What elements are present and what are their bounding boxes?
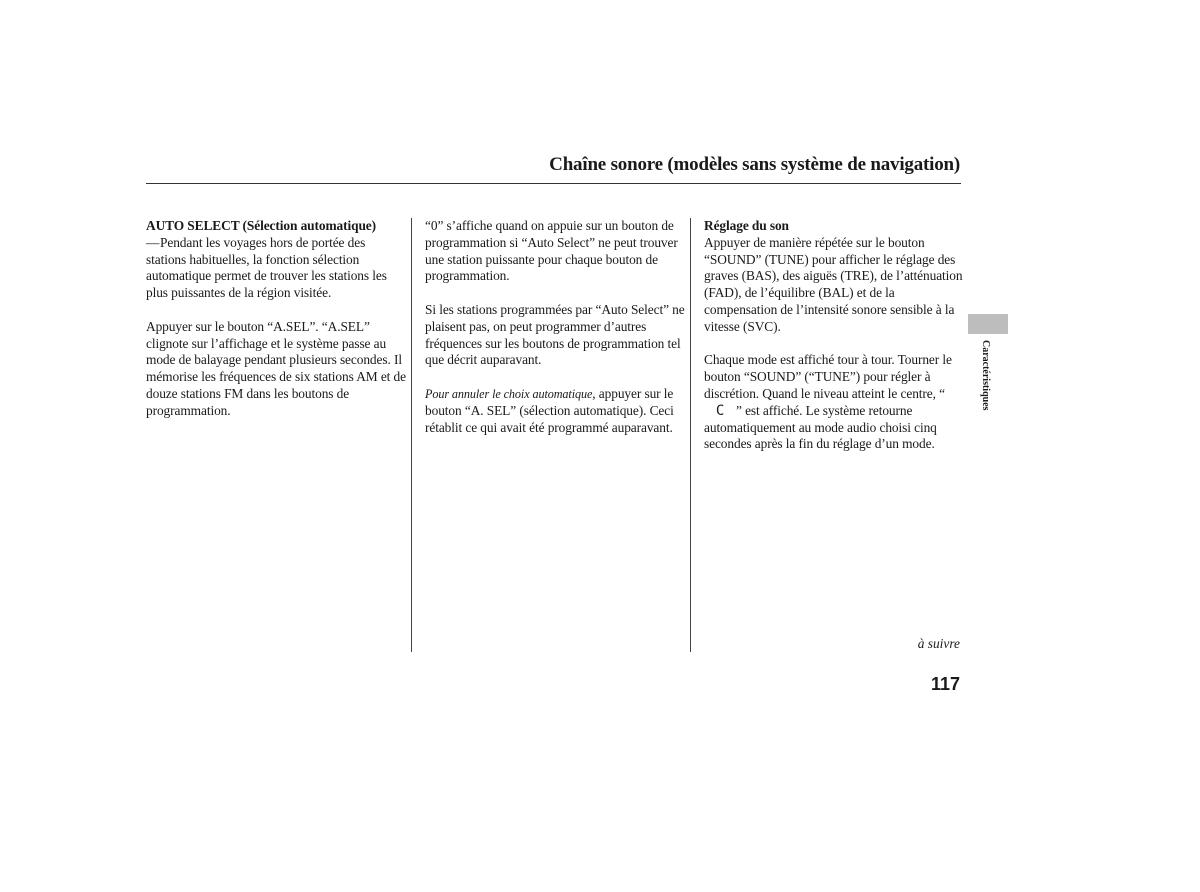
cancel-lead-in: Pour annuler le choix automatique: [425, 386, 593, 401]
dash-symbol: —: [146, 234, 160, 250]
sound-adjust-heading: Réglage du son: [704, 218, 789, 233]
sound-level-paragraph: [704, 352, 966, 453]
column-divider-1: [411, 218, 412, 652]
sound-level-text-after: ” est affiché. Le système retourne automatiquement au mode audio choisi cinq secondes après la fin du réglage d’un mode.: [704, 402, 937, 452]
auto-select-intro-paragraph: [146, 235, 408, 302]
auto-select-instructions-paragraph: Appuyer sur le bouton “A.SEL”. “A.SEL” clignote sur l’affichage et le système passe au mode de balayage pendant plusieurs secondes. Il mémorise les fréquences de six stations AM et de douze stations FM dans les boutons de programmation.: [146, 318, 406, 418]
column-middle: [425, 218, 687, 453]
sound-level-text-before: Chaque mode est affiché tour à tour. Tourner le bouton “SOUND” (“TUNE”) pour régler à discrétion. Quand le niveau atteint le centre, “: [704, 352, 952, 401]
section-tab-marker: [968, 314, 1008, 334]
center-symbol-icon: C: [715, 402, 725, 419]
auto-select-intro-text: Pendant les voyages hors de portée des stations habituelles, la fonction sélection automatique permet de trouver les stations les plus puissantes de la région visitée.: [146, 234, 387, 301]
zero-display-paragraph: “0” s’affiche quand on appuie sur un bouton de programmation si “Auto Select” ne peut trouver une station puissante pour chaque bouton de programmation.: [425, 218, 678, 284]
cancel-auto-select-paragraph: [425, 386, 687, 436]
continued-note: à suivre: [917, 636, 960, 651]
section-label: Caractéristiques: [980, 340, 991, 411]
page-title: Chaîne sonore (modèles sans système de navigation): [549, 154, 960, 175]
cancel-text: , appuyer sur le bouton “A. SEL” (sélection automatique). Ceci rétablit ce qui avait été programmé auparavant.: [425, 385, 674, 435]
title-divider: [146, 183, 961, 184]
column-right: [704, 218, 966, 470]
sound-modes-paragraph: Appuyer de manière répétée sur le bouton “SOUND” (TUNE) pour afficher le réglage des graves (BAS), des aiguës (TRE), de l’atténuation (FAD), de l’équilibre (BAL) et de la compensation de l’intensité sonore sensible à la vitesse (SVC).: [704, 234, 963, 334]
column-left: [146, 218, 408, 436]
page-number: 117: [930, 674, 960, 694]
auto-select-heading: AUTO SELECT (Sélection automatique): [146, 218, 376, 233]
column-divider-2: [690, 218, 691, 652]
reprogram-paragraph: Si les stations programmées par “Auto Select” ne plaisent pas, on peut programmer d’autres fréquences sur les boutons de programmation tel que décrit auparavant.: [425, 301, 685, 368]
